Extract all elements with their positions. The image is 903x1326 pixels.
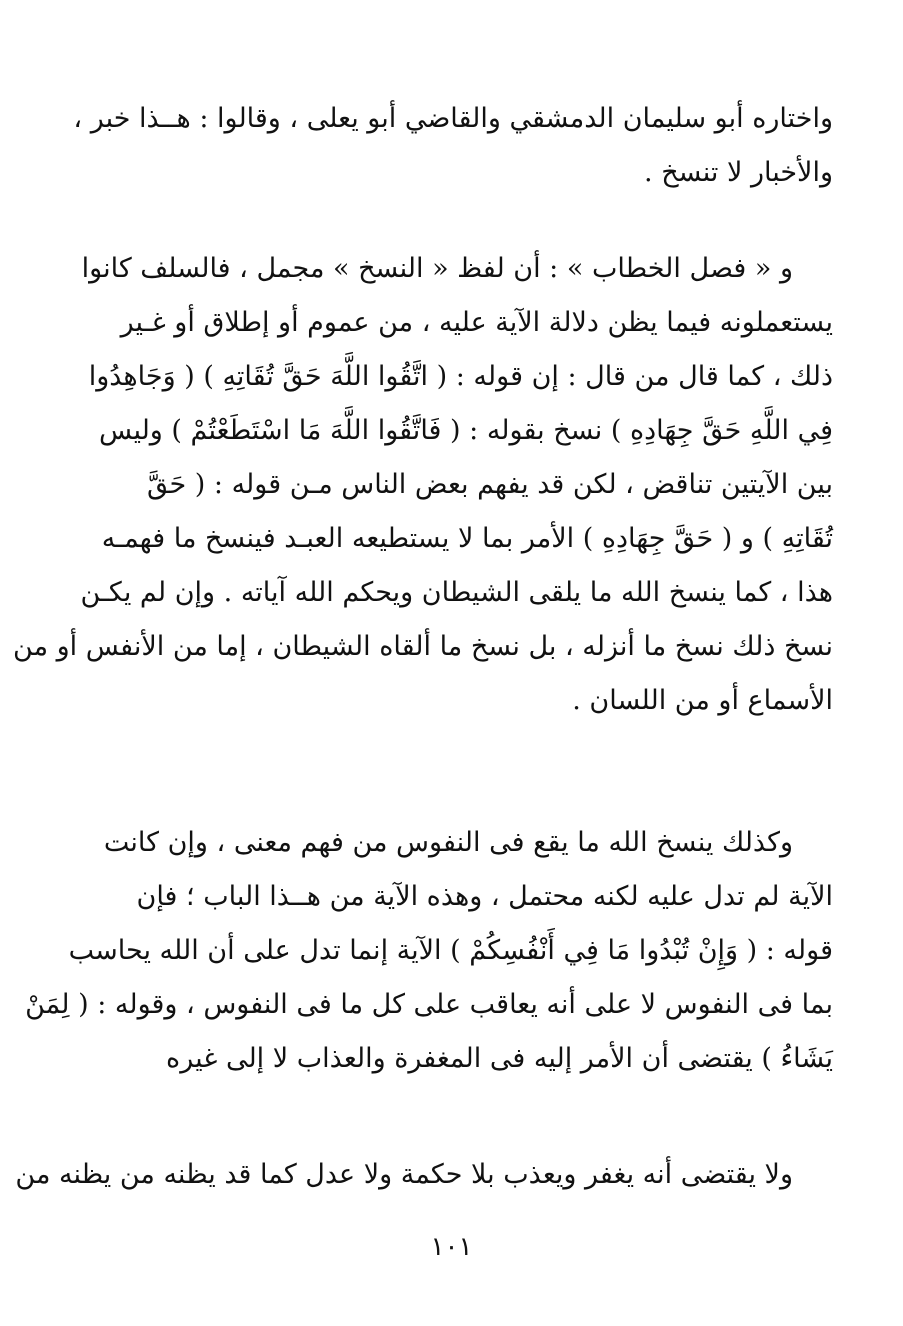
text-line: الآية لم تدل عليه لكنه محتمل ، وهذه الآية من هــذا الباب ؛ فإن bbox=[136, 881, 833, 912]
paragraph-4 bbox=[15, 1148, 833, 1202]
page-number: ١٠١ bbox=[430, 1232, 473, 1262]
paragraph-1 bbox=[73, 92, 833, 200]
text-line: هذا ، كما ينسخ الله ما يلقى الشيطان ويحكم الله آياته . وإن لم يكـن bbox=[80, 577, 833, 608]
text-line: و « فصل الخطاب » : أن لفظ « النسخ » مجمل ، فالسلف كانوا bbox=[81, 253, 793, 284]
text-line: ولا يقتضى أنه يغفر ويعذب بلا حكمة ولا عدل كما قد يظنه من يظنه من bbox=[15, 1159, 793, 1190]
text-line: ذلك ، كما قال من قال : إن قوله : ( اتَّقُوا اللَّهَ حَقَّ تُقَاتِهِ ) ( وَجَاهِدُوا bbox=[88, 361, 833, 392]
paragraph-3 bbox=[25, 816, 833, 1086]
paragraph-2 bbox=[13, 242, 833, 728]
text-line: يستعملونه فيما يظن دلالة الآية عليه ، من عموم أو إطلاق أو غـير bbox=[120, 307, 833, 338]
text-line: وكذلك ينسخ الله ما يقع فى النفوس من فهم معنى ، وإن كانت bbox=[103, 827, 793, 858]
text-line: الأسماع أو من اللسان . bbox=[572, 685, 833, 716]
text-line: قوله : ( وَإِنْ تُبْدُوا مَا فِي أَنْفُسِكُمْ ) الآية إنما تدل على أن الله يحاسب bbox=[68, 935, 833, 966]
text-line: والأخبار لا تنسخ . bbox=[644, 157, 833, 188]
text-line: بين الآيتين تناقض ، لكن قد يفهم بعض الناس مـن قوله : ( حَقَّ bbox=[147, 469, 833, 500]
text-line: يَشَاءُ ) يقتضى أن الأمر إليه فى المغفرة والعذاب لا إلى غيره bbox=[166, 1043, 833, 1074]
text-line: بما فى النفوس لا على أنه يعاقب على كل ما فى النفوس ، وقوله : ( لِمَنْ bbox=[25, 989, 833, 1020]
text-line: نسخ ذلك نسخ ما أنزله ، بل نسخ ما ألقاه الشيطان ، إما من الأنفس أو من bbox=[13, 631, 833, 662]
text-line: تُقَاتِهِ ) و ( حَقَّ جِهَادِهِ ) الأمر بما لا يستطيعه العبـد فينسخ ما فهمـه bbox=[101, 523, 833, 554]
text-line: فِي اللَّهِ حَقَّ جِهَادِهِ ) نسخ بقوله : ( فَاتَّقُوا اللَّهَ مَا اسْتَطَعْتُمْ ) وليس bbox=[99, 415, 833, 446]
text-line: واختاره أبو سليمان الدمشقي والقاضي أبو يعلى ، وقالوا : هــذا خبر ، bbox=[73, 103, 833, 134]
